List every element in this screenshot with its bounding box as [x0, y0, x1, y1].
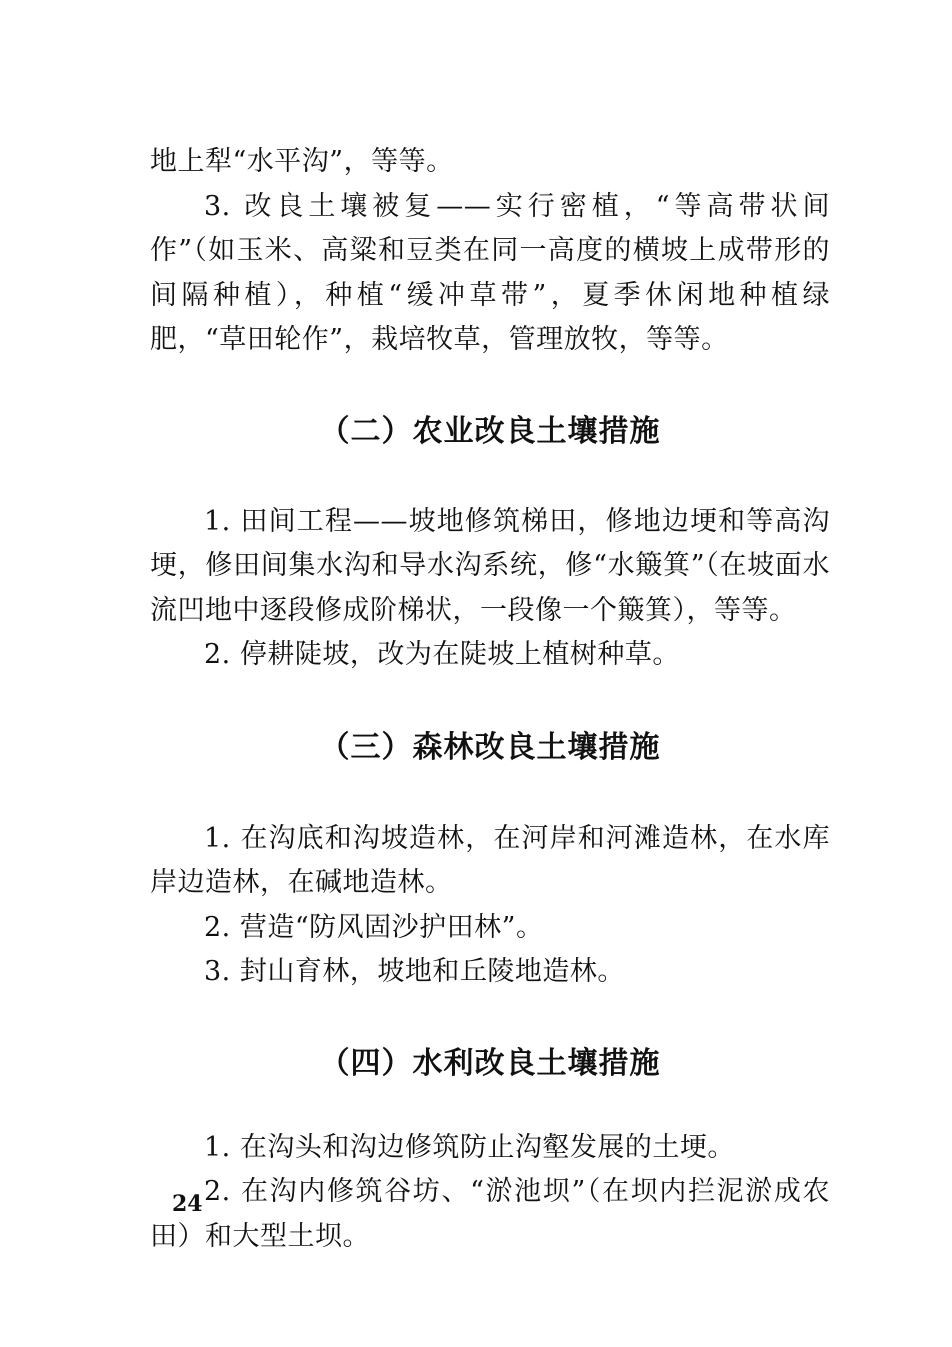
section3-item-2: 2. 营造“防风固沙护田林”。 — [204, 911, 544, 943]
section-heading-2: （二）农业改良土壤措施 — [319, 413, 661, 449]
section3-item-3: 3. 封山育林，坡地和丘陵地造林。 — [204, 956, 625, 987]
section2-item-2: 2. 停耕陡坡，改为在陡坡上植树种草。 — [204, 639, 680, 670]
page-body — [150, 140, 830, 1259]
section3-item-1: 1. 在沟底和沟坡造林，在河岸和河滩造林，在水库岸边造林，在碱地造林。 — [150, 822, 830, 898]
section-heading-4: （四）水利改良土壤措施 — [319, 1045, 661, 1081]
section4-item-2: 2. 在沟内修筑谷坊、“淤池坝”（在坝内拦泥淤成农田）和大型土坝。 — [150, 1176, 830, 1252]
paragraph-continuation: 地上犁“水平沟”，等等。 — [150, 146, 454, 177]
section-heading-3: （三）森林改良土壤措施 — [319, 729, 661, 765]
section2-item-1: 1. 田间工程——坡地修筑梯田，修地边埂和等高沟埂，修田间集水沟和导水沟系统，修“水簸箕”（在坡面水流凹地中逐段修成阶梯状，一段像一个簸箕），等等。 — [150, 505, 830, 626]
section4-item-1: 1. 在沟头和沟边修筑防止沟壑发展的土埂。 — [204, 1131, 735, 1163]
paragraph-item-3: 3. 改良土壤被复——实行密植，“等高带状间作”（如玉米、高粱和豆类在同一高度的横坡上成带形的间隔种植），种植“缓冲草带”，夏季休闲地种植绿肥，“草田轮作”，栽培牧草，管理放牧，等等。 — [150, 190, 830, 355]
page-number: 24 — [172, 1191, 203, 1217]
